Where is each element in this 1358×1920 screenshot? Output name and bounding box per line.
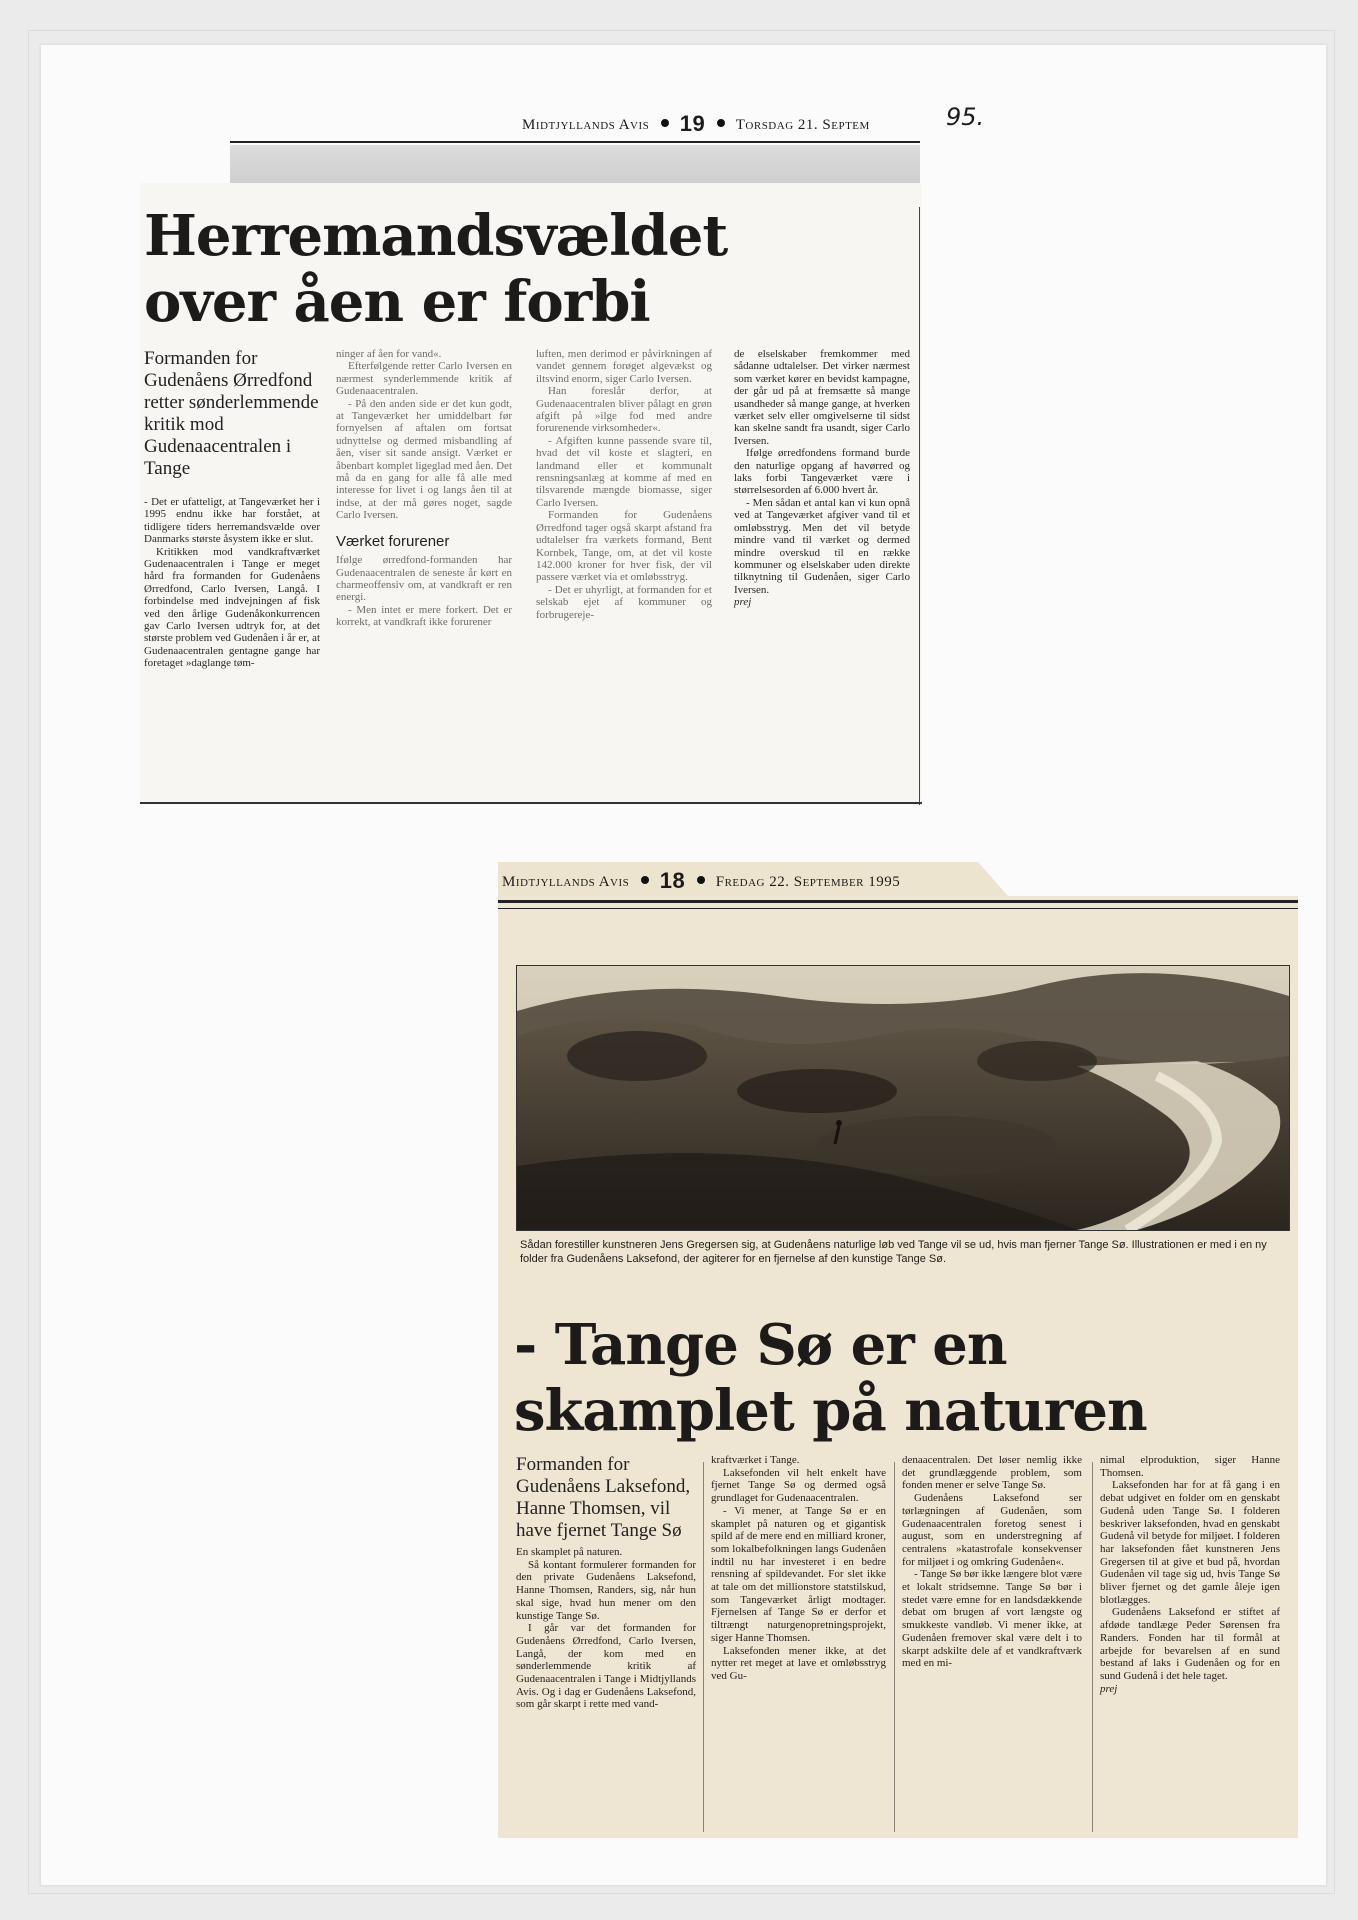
page-number: 18 — [659, 868, 686, 893]
column-rule — [919, 207, 920, 805]
paragraph: nimal elproduktion, siger Hanne Thomsen. — [1100, 1454, 1280, 1479]
paragraph: - Men intet er mere forkert. Det er korrekt, at vandkraft ikke forurener — [336, 603, 512, 629]
rule — [230, 141, 920, 143]
column-1 — [144, 348, 320, 670]
column-2 — [711, 1454, 886, 1683]
column-4 — [734, 348, 910, 609]
rule — [498, 900, 1298, 903]
headline-line-2: skamplet på naturen — [514, 1378, 1147, 1444]
bullet-icon — [641, 876, 649, 884]
paragraph: Efterfølgende retter Carlo Iversen en nærmest synderlemmende kritik af Gudenaacentralen. — [336, 360, 512, 398]
photo-caption: Sådan forestiller kunstneren Jens Gregersen sig, at Gudenåens naturlige løb ved Tange vil se ud, hvis man fjerner Tange Sø. Illustrationen er med i en ny folder fra Gudenåens Laksefond, der agiterer for en fjernelse af den kunstige Tange Sø. — [520, 1239, 1267, 1265]
byline: prej — [1100, 1682, 1118, 1695]
issue-date: Torsdag 21. Septem — [735, 117, 870, 133]
paragraph: kraftværket i Tange. — [711, 1454, 800, 1466]
column-1 — [516, 1454, 696, 1711]
paragraph: - Det er uhyrligt, at formanden for et selskab ejet af kommuner og forbrugereje- — [536, 583, 712, 621]
headline — [144, 203, 727, 335]
landscape-drawing — [517, 966, 1289, 1230]
bullet-icon — [661, 119, 669, 127]
paragraph: Gudenåens Laksefond er stiftet af afdøde tandlæge Peder Sørensen fra Randers. Fonden har til formål at arbejde for bevarelsen af en sund bestand af laks i Gudenåen og for en sund Gudenå i det hele taget. — [1100, 1606, 1280, 1682]
bullet-icon — [717, 119, 725, 127]
river-landscape-illustration — [516, 965, 1290, 1231]
paragraph: - Afgiften kunne passende svare til, hvad det vil koste et slagteri, en landmand eller et kommunalt rensningsanlæg at komme af med en tilsvarende mængde biomasse, siger Carlo Iversen. — [536, 434, 712, 509]
subheading: Værket forurener — [336, 532, 450, 550]
deck: Formanden for Gudenåens Laksefond, Hanne Thomsen, vil have fjernet Tange Sø — [516, 1454, 691, 1541]
clipping-tange-so — [498, 862, 1300, 1862]
column-rule — [1092, 1462, 1093, 1832]
masthead — [522, 111, 870, 137]
paragraph: - Men sådan et antal kan vi kun opnå ved at Tangeværket afgiver vand til et omløbsstryg. Men det vil betyde mindre vand til værket og dermed mindre overskud til en række kommuner og elselskaber uden direkte tilknytning til Gudenåen, siger Carlo Iversen. — [734, 496, 910, 596]
paragraph: de elselskaber fremkommer med sådanne udtalelser. Det virker nærmest som værket kører en bevidst kampagne, der går ud på at fremsætte så mange usandheder så mange gange, at hverken værket selv eller omgivelserne til sidst kan skelne sandt fra usandt, siger Carlo Iversen. — [734, 348, 910, 447]
masthead — [502, 868, 900, 894]
masthead-strip-end — [978, 862, 1008, 896]
paragraph: denaacentralen. Det løser nemlig ikke det grundlæggende problem, som fonden mener er selve Tange Sø. — [902, 1454, 1082, 1492]
paper-name: Midtjyllands Avis — [502, 874, 630, 890]
clipping-herremandsvaeldet — [140, 103, 985, 813]
headline-line-2: over åen er forbi — [144, 269, 650, 335]
paragraph: Han foreslår derfor, at Gudenaacentralen bliver pålagt en grøn afgift på »ilge fod med andre forurenende virksomheder«. — [536, 385, 712, 435]
paragraph: Laksefonden vil helt enkelt have fjernet Tange Sø og dermed også grundlaget for Gudenaacentralen. — [711, 1466, 886, 1505]
paragraph: I går var det formanden for Gudenåens Ørredfond, Carlo Iversen, Langå, der kom med en sønderlemmende kritik af Gudenaacentralen i Tange i Midtjyllands Avis. Og i dag er Gudenåens Laksefond, som går skarpt i rette med vand- — [516, 1622, 696, 1711]
rule — [140, 802, 922, 804]
paragraph: Ifølge ørredfondens formand burde den naturlige opgang af havørred og laks forbi Tangeværket være i størrelsesorden af 6.000 hvert år. — [734, 447, 910, 497]
bullet-icon — [697, 876, 705, 884]
paragraph: ninger af åen for vand«. — [336, 348, 442, 360]
paragraph: Så kontant formulerer formanden for den private Gudenåens Laksefond, Hanne Thomsen, Randers, sig, når hun skal sige, hvad hun mener om den kunstige Tange Sø. — [516, 1558, 696, 1622]
paragraph: luften, men derimod er påvirkningen af vandet gennem forøget algevækst og iltsvind enorm, siger Carlo Iversen. — [536, 348, 712, 385]
paragraph: Ifølge ørredfond-formanden har Gudenaacentralen de seneste år kørt en charmeoffensiv om, at vandkraft er ren energi. — [336, 554, 512, 604]
column-3 — [536, 348, 712, 621]
paper-name: Midtjyllands Avis — [522, 117, 650, 133]
paragraph: Laksefonden mener ikke, at det nytter ret meget at lave et omløbsstryg ved Gu- — [711, 1644, 886, 1682]
headline — [514, 1312, 1147, 1444]
paragraph: - På den anden side er det kun godt, at Tangeværket her umiddelbart før fornyelsen af aftalen om fortsat udnyttelse og dermed misbandling af åen, viser sit sande ansigt. Værket er åbenbart komplet ligeglad med åen. Det må da en gang for alle få alle med interesse for livet i og langs åen til at indse, at der må gøres noget, sagde Carlo Iversen. — [336, 397, 512, 522]
paragraph: Gudenåens Laksefond ser tørlægningen af Gudenåen, som Gudenaacentralen foretog senest i august, som en understregning af centralens »katastrofale konsekvenser for miljøet i og omkring Gudenåen«. — [902, 1492, 1082, 1568]
column-3 — [902, 1454, 1082, 1670]
headline-line-1: - Tange Sø er en — [514, 1312, 1007, 1378]
column-rule — [703, 1462, 704, 1832]
paragraph: - Det er ufatteligt, at Tangeværket her i 1995 endnu ikke har forstået, at tidligere tiders herremandsvælde over Danmarks største åsystem ikke er slut. — [144, 496, 320, 546]
headline-line-1: Herremandsvældet — [144, 203, 728, 269]
byline: prej — [734, 596, 752, 609]
paragraph: Kritikken mod vandkraftværket Gudenaacentralen i Tange er meget hård fra formanden for Gudenåens Ørredfond, Carlo Iversen, Langå. I forbindelse med indvejningen af fisk ved den årlige Gudenåkonkurrencen gav Carlo Iversen udtryk for, at det største problem ved Gudenåen i år er, at Gudenaacentralen gentagne gange har foretaget »daglange tøm- — [144, 545, 320, 670]
paragraph: - Tange Sø bør ikke længere blot være et lokalt stridsemne. Tange Sø bør i stedet være emne for en landsdækkende debat om brugen af vort længste og smukkeste vandløb. Vi mener ikke, at Gudenåen fremover skal være delt i to skarpt adskilte dele af et vandkraftværk med en mi- — [902, 1568, 1082, 1670]
grey-band — [230, 145, 920, 185]
column-4 — [1100, 1454, 1280, 1695]
paragraph: Formanden for Gudenåens Ørredfond tager også skarpt afstand fra udtalelser fra værkets formand, Bent Kornbek, Tange, om, at det vil koste 142.000 kroner for hver fisk, der vil passere værket via et omløbsstryg. — [536, 509, 712, 584]
paragraph: Laksefonden har for at få gang i en debat udgivet en folder om en genskabt Gudenå uden Tange Sø. I folderen beskriver laksefonden, hvad en genskabt Gudenå vil betyde for miljøet. I folderen har laksefonden fået kunstneren Jens Gregersen til at give et bud på, hvordan Gudenåen vil tage sig ud, hvis Tange Sø bliver fjernet og det gamle åleje igen blotlægges. — [1100, 1479, 1280, 1606]
paragraph: En skamplet på naturen. — [516, 1546, 623, 1558]
page-number: 19 — [679, 111, 706, 136]
column-2 — [336, 348, 512, 629]
handwritten-year: 95. — [946, 103, 985, 131]
paragraph: - Vi mener, at Tange Sø er en skamplet på naturen og et gigantisk spild af de mere end en milliard kroner, som lokalbefolkningen langs Gudenåen indtil nu har investeret i en bedre rensning af spildevandet. For slet ikke at tale om det millionstore statstilskud, som Tangeværket årligt modtager. Fjernelsen af Tange Sø er derfor et tiltrængt naturgenopretningsprojekt, siger Hanne Thomsen. — [711, 1504, 886, 1644]
deck: Formanden for Gudenåens Ørredfond retter sønderlemmende kritik mod Gudenaacentralen i Tange — [144, 348, 319, 479]
issue-date: Fredag 22. September 1995 — [715, 874, 901, 890]
column-rule — [894, 1462, 895, 1832]
rule — [498, 908, 1298, 909]
